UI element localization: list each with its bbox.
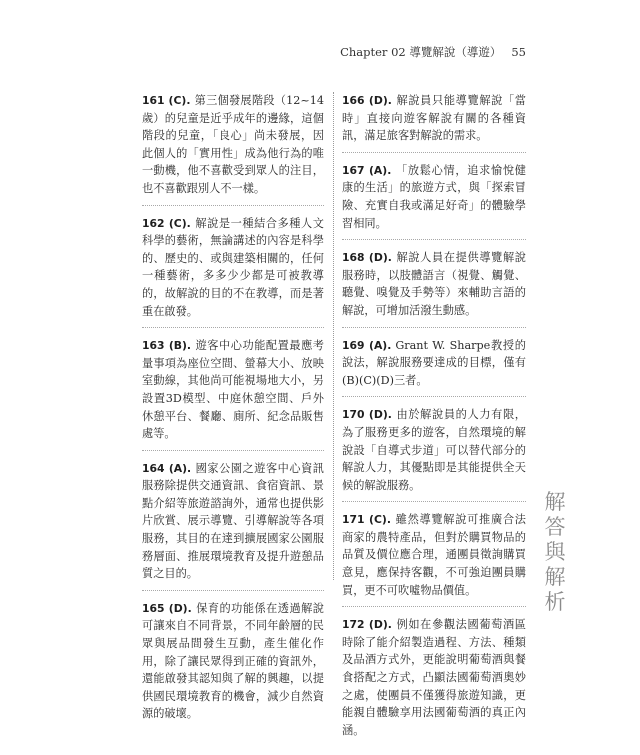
- answer-entry: [342, 406, 526, 502]
- answer-number: 172 (D).: [342, 618, 392, 632]
- answer-entry: [342, 337, 526, 398]
- answer-number: 163 (B).: [142, 339, 192, 353]
- answer-number: 168 (D).: [342, 251, 392, 265]
- answer-entry: [342, 249, 526, 327]
- running-header: [340, 44, 526, 60]
- right-column: [342, 92, 526, 755]
- answer-text: 「放鬆心情，追求愉悅健康的生活」的旅遊方式，與「探索冒險、充實自我或滿足好奇」的體驗學習相同。: [342, 163, 526, 230]
- answer-number: 162 (C).: [142, 216, 191, 230]
- answer-entry: [142, 215, 324, 329]
- answer-number: 161 (C).: [142, 94, 191, 107]
- answer-entry: [342, 616, 526, 746]
- answer-entry: [342, 511, 526, 607]
- answer-text: 第三個發展階段（12~14歲）的兒童是近乎成年的邊緣，這個階段的兒童，「良心」尚未發展，因此個人的「實用性」成為他行為的唯一動機，他不喜歡受到眾人的注目，也不喜歡跟別人不一樣。: [142, 94, 324, 195]
- answer-number: 164 (A).: [142, 461, 192, 475]
- answer-number: 167 (A).: [342, 163, 392, 177]
- answer-text: 保育的功能係在透過解說可讓來自不同背景，不同年齡層的民眾與展品間發生互動，產生催化作用，除了讓民眾得到正確的資訊外，還能啟發其認知與了解的興趣，以提供國民環境教育的機會，減少自然資源的破壞。: [142, 601, 324, 721]
- answer-number: 169 (A).: [342, 338, 392, 352]
- page-number: 55: [511, 45, 526, 59]
- answer-entry: [142, 460, 324, 591]
- chapter-title: Chapter 02 導覽解說（導遊）: [340, 45, 502, 59]
- answer-entry: [142, 337, 324, 451]
- answer-text: Grant W. Sharpe教授的說法，解說服務要達成的目標，僅有(B)(C)(D)三者。: [342, 338, 526, 387]
- column-divider: [333, 92, 334, 580]
- answer-entry: [342, 162, 526, 240]
- answer-text: 遊客中心功能配置最應考量事項為座位空間、螢幕大小、放映室動線，其他尚可能視場地大小，另設置3D模型、中庭休憩空間、戶外休憩平台、餐廳、廁所、紀念品販售處等。: [142, 339, 324, 441]
- side-tab-area: [566, 0, 640, 640]
- answer-text: 解說人員在提供導覽解說服務時，以肢體語言（視覺、觸覺、聽覺、嗅覺及手勢等）來輔助言語的解說，可增加活潑生動感。: [342, 251, 526, 317]
- answer-text: 雖然導覽解說可推廣合法商家的農特產品，但對於購買物品的品質及價位應合理，通團員徵詢購買意見，應保持客觀，不可強迫團員購買，更不可吹噓物品價值。: [342, 513, 526, 597]
- left-column: [142, 92, 324, 739]
- answer-entry: [342, 92, 526, 153]
- answer-text: 解說是一種結合多種人文科學的藝術，無論講述的內容是科學的、歷史的、或與建築相關的，任何一種藝術，多多少少都是可被教導的，故解說的目的不在教導，而是著重在啟發。: [142, 216, 324, 318]
- answer-entry: [142, 600, 324, 730]
- answer-text: 例如在參觀法國葡萄酒區時除了能介紹製造過程、方法、種類及品酒方式外，更能說明葡萄酒與餐食搭配之方式，凸顯法國葡萄酒奧妙之處，使團員不僅獲得旅遊知識，更能親自體驗享用法國葡萄酒的真正內涵。: [342, 618, 526, 737]
- answer-text: 由於解說員的人力有限，為了服務更多的遊客，自然環境的解說設「自導式步道」可以替代部分的解說人力，其優點即是其能提供全天候的解說服務。: [342, 408, 526, 492]
- answer-number: 165 (D).: [142, 601, 192, 615]
- answer-number: 171 (C).: [342, 513, 391, 527]
- answer-number: 166 (D).: [342, 94, 392, 107]
- answer-text: 解說員只能導覽解說「當時」直接向遊客解說有關的各種資訊，滿足旅客對解說的需求。: [342, 94, 526, 143]
- side-tab-label: 解答與解析: [544, 490, 566, 614]
- answer-entry: [142, 92, 324, 206]
- answer-number: 170 (D).: [342, 408, 392, 422]
- answer-text: 國家公園之遊客中心資訊服務除提供交通資訊、食宿資訊、景點介紹等旅遊諮詢外，通常也提供影片欣賞、展示導覽、引導解說等各項服務，其目的在達到擴展國家公園服務層面、推展環境教育及提升遊憩品質之目的。: [142, 461, 324, 581]
